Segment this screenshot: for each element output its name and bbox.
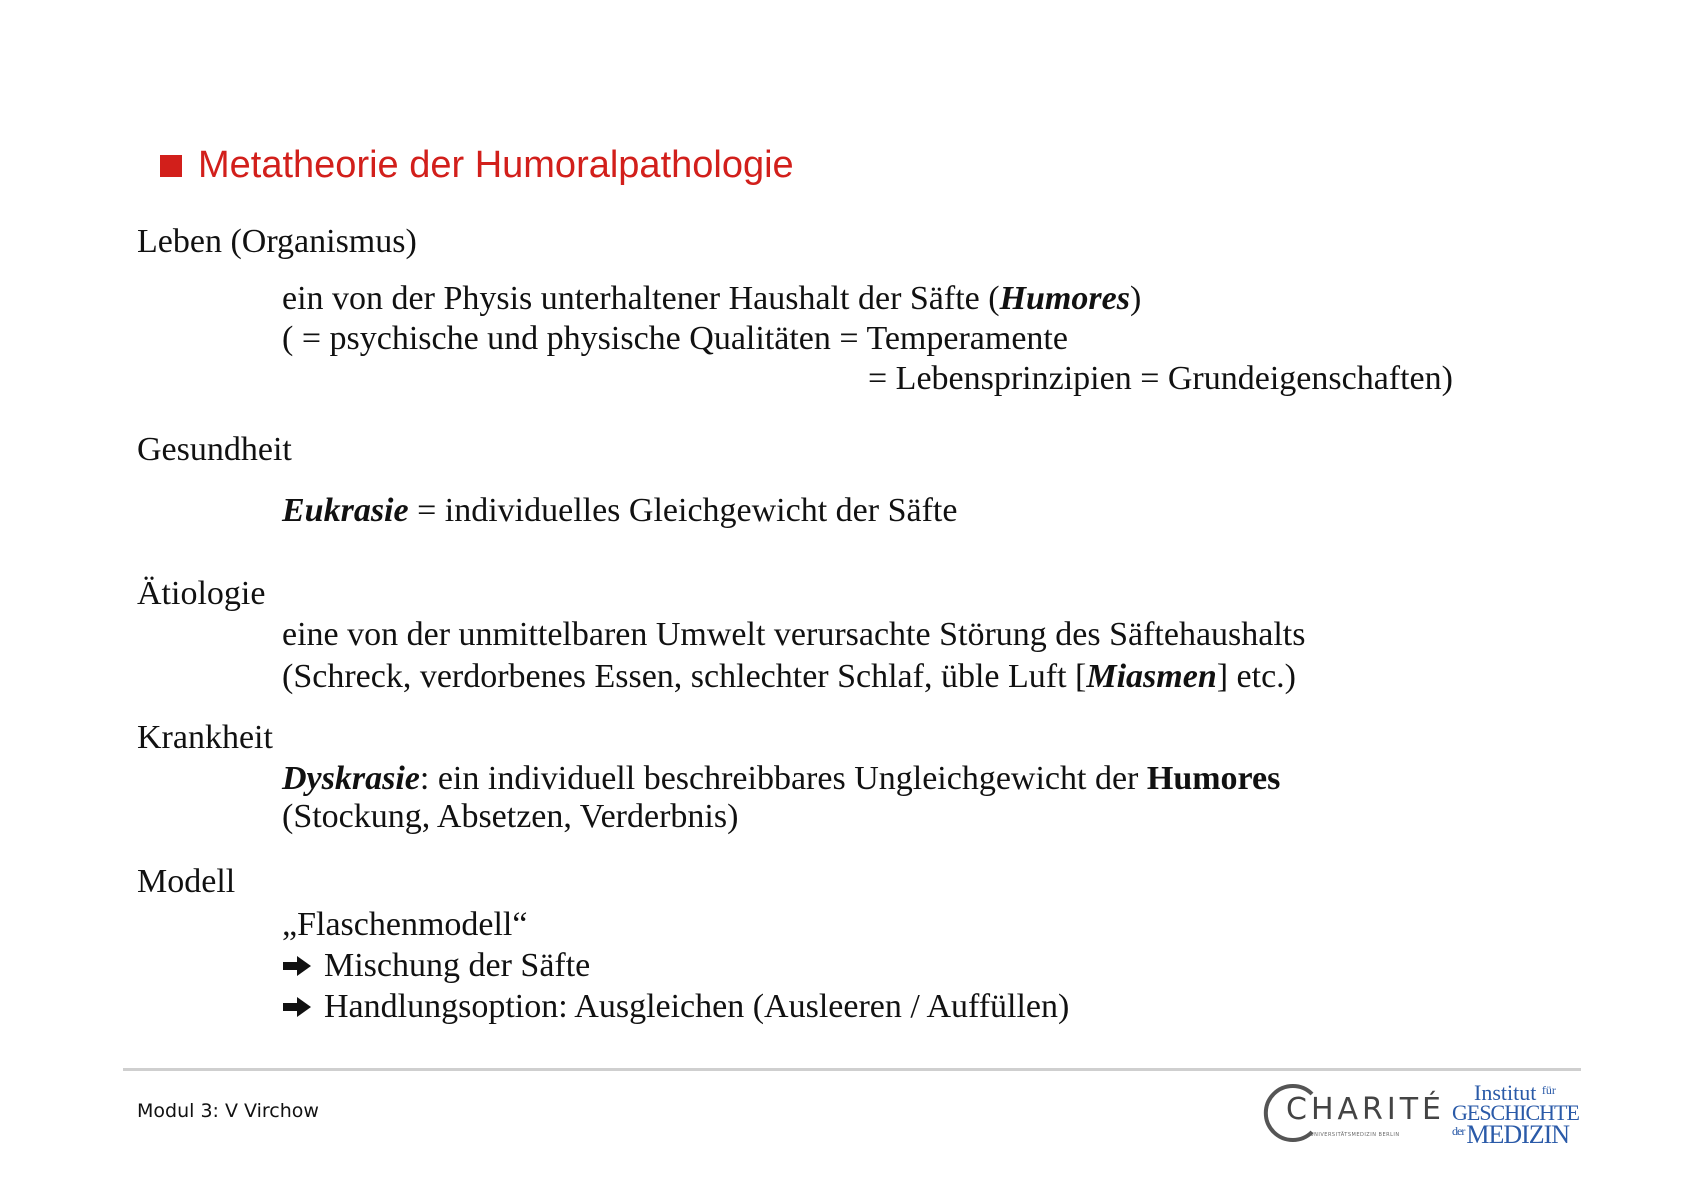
institut-logo-line-2: GESCHICHTE <box>1452 1100 1579 1125</box>
leben-humores-term: Humores <box>999 280 1130 317</box>
modell-bullet-2-text: Handlungsoption: Ausgleichen (Ausleeren / Auffüllen) <box>324 988 1070 1025</box>
footer-divider <box>123 1068 1581 1071</box>
leben-line-1-pre: ein von der Physis unterhaltener Haushalt der Säfte ( <box>282 280 1000 317</box>
square-bullet-icon <box>160 155 182 177</box>
gesundheit-line-1 <box>282 491 957 531</box>
aetiologie-line-1: eine von der unmittelbaren Umwelt verursachte Störung des Säftehaushalts <box>282 616 1306 653</box>
dyskrasie-term: Dyskrasie <box>282 760 420 797</box>
krankheit-line-1-mid: : ein individuell beschreibbares Ungleichgewicht der <box>419 760 1147 797</box>
aetiologie-line-2-pre: (Schreck, verdorbenes Essen, schlechter Schlaf, üble Luft [ <box>282 658 1087 695</box>
krankheit-line-2: (Stockung, Absetzen, Verderbnis) <box>282 798 739 835</box>
leben-line-1-post: ) <box>1129 280 1142 317</box>
right-arrow-icon <box>282 995 312 1019</box>
institut-fuer-word: für <box>1541 1083 1556 1097</box>
slide-title <box>160 144 794 187</box>
miasmen-term: Miasmen <box>1086 658 1217 695</box>
footer-module-label: Modul 3: V Virchow <box>137 1100 319 1122</box>
leben-line-1 <box>282 279 1141 319</box>
institut-word: Institut <box>1474 1080 1537 1105</box>
charite-word: CHARITÉ <box>1286 1092 1446 1127</box>
gesundheit-line-1-post: = individuelles Gleichgewicht der Säfte <box>408 492 958 529</box>
heading-leben: Leben (Organismus) <box>137 223 417 260</box>
aetiologie-line-2 <box>282 657 1296 697</box>
institut-der-word: der <box>1452 1124 1465 1138</box>
charite-subtitle: UNIVERSITÄTSMEDIZIN BERLIN <box>1310 1132 1400 1138</box>
heading-gesundheit: Gesundheit <box>137 431 292 468</box>
aetiologie-line-2-post: ] etc.) <box>1216 658 1297 695</box>
modell-line-1: „Flaschenmodell“ <box>282 906 528 943</box>
krankheit-line-1 <box>282 759 1280 799</box>
institut-medizin-word: MEDIZIN <box>1466 1120 1570 1149</box>
modell-bullet-2 <box>282 987 1069 1027</box>
heading-aetiologie: Ätiologie <box>137 575 266 612</box>
right-arrow-icon <box>282 954 312 978</box>
modell-bullet-1-text: Mischung der Säfte <box>324 947 591 984</box>
institut-geschichte-medizin-logo <box>1452 1080 1584 1152</box>
charite-logo <box>1262 1080 1446 1152</box>
heading-krankheit: Krankheit <box>137 719 273 756</box>
heading-modell: Modell <box>137 863 236 900</box>
modell-bullet-1 <box>282 946 590 986</box>
leben-line-2: ( = psychische und physische Qualitäten = Temperamente <box>282 320 1068 357</box>
slide-title-text: Metatheorie der Humoralpathologie <box>198 144 794 186</box>
krankheit-humores-term: Humores <box>1146 760 1281 797</box>
leben-line-3: = Lebensprinzipien = Grundeigenschaften) <box>868 360 1453 397</box>
eukrasie-term: Eukrasie <box>282 492 409 529</box>
institut-logo-line-3 <box>1452 1120 1569 1150</box>
